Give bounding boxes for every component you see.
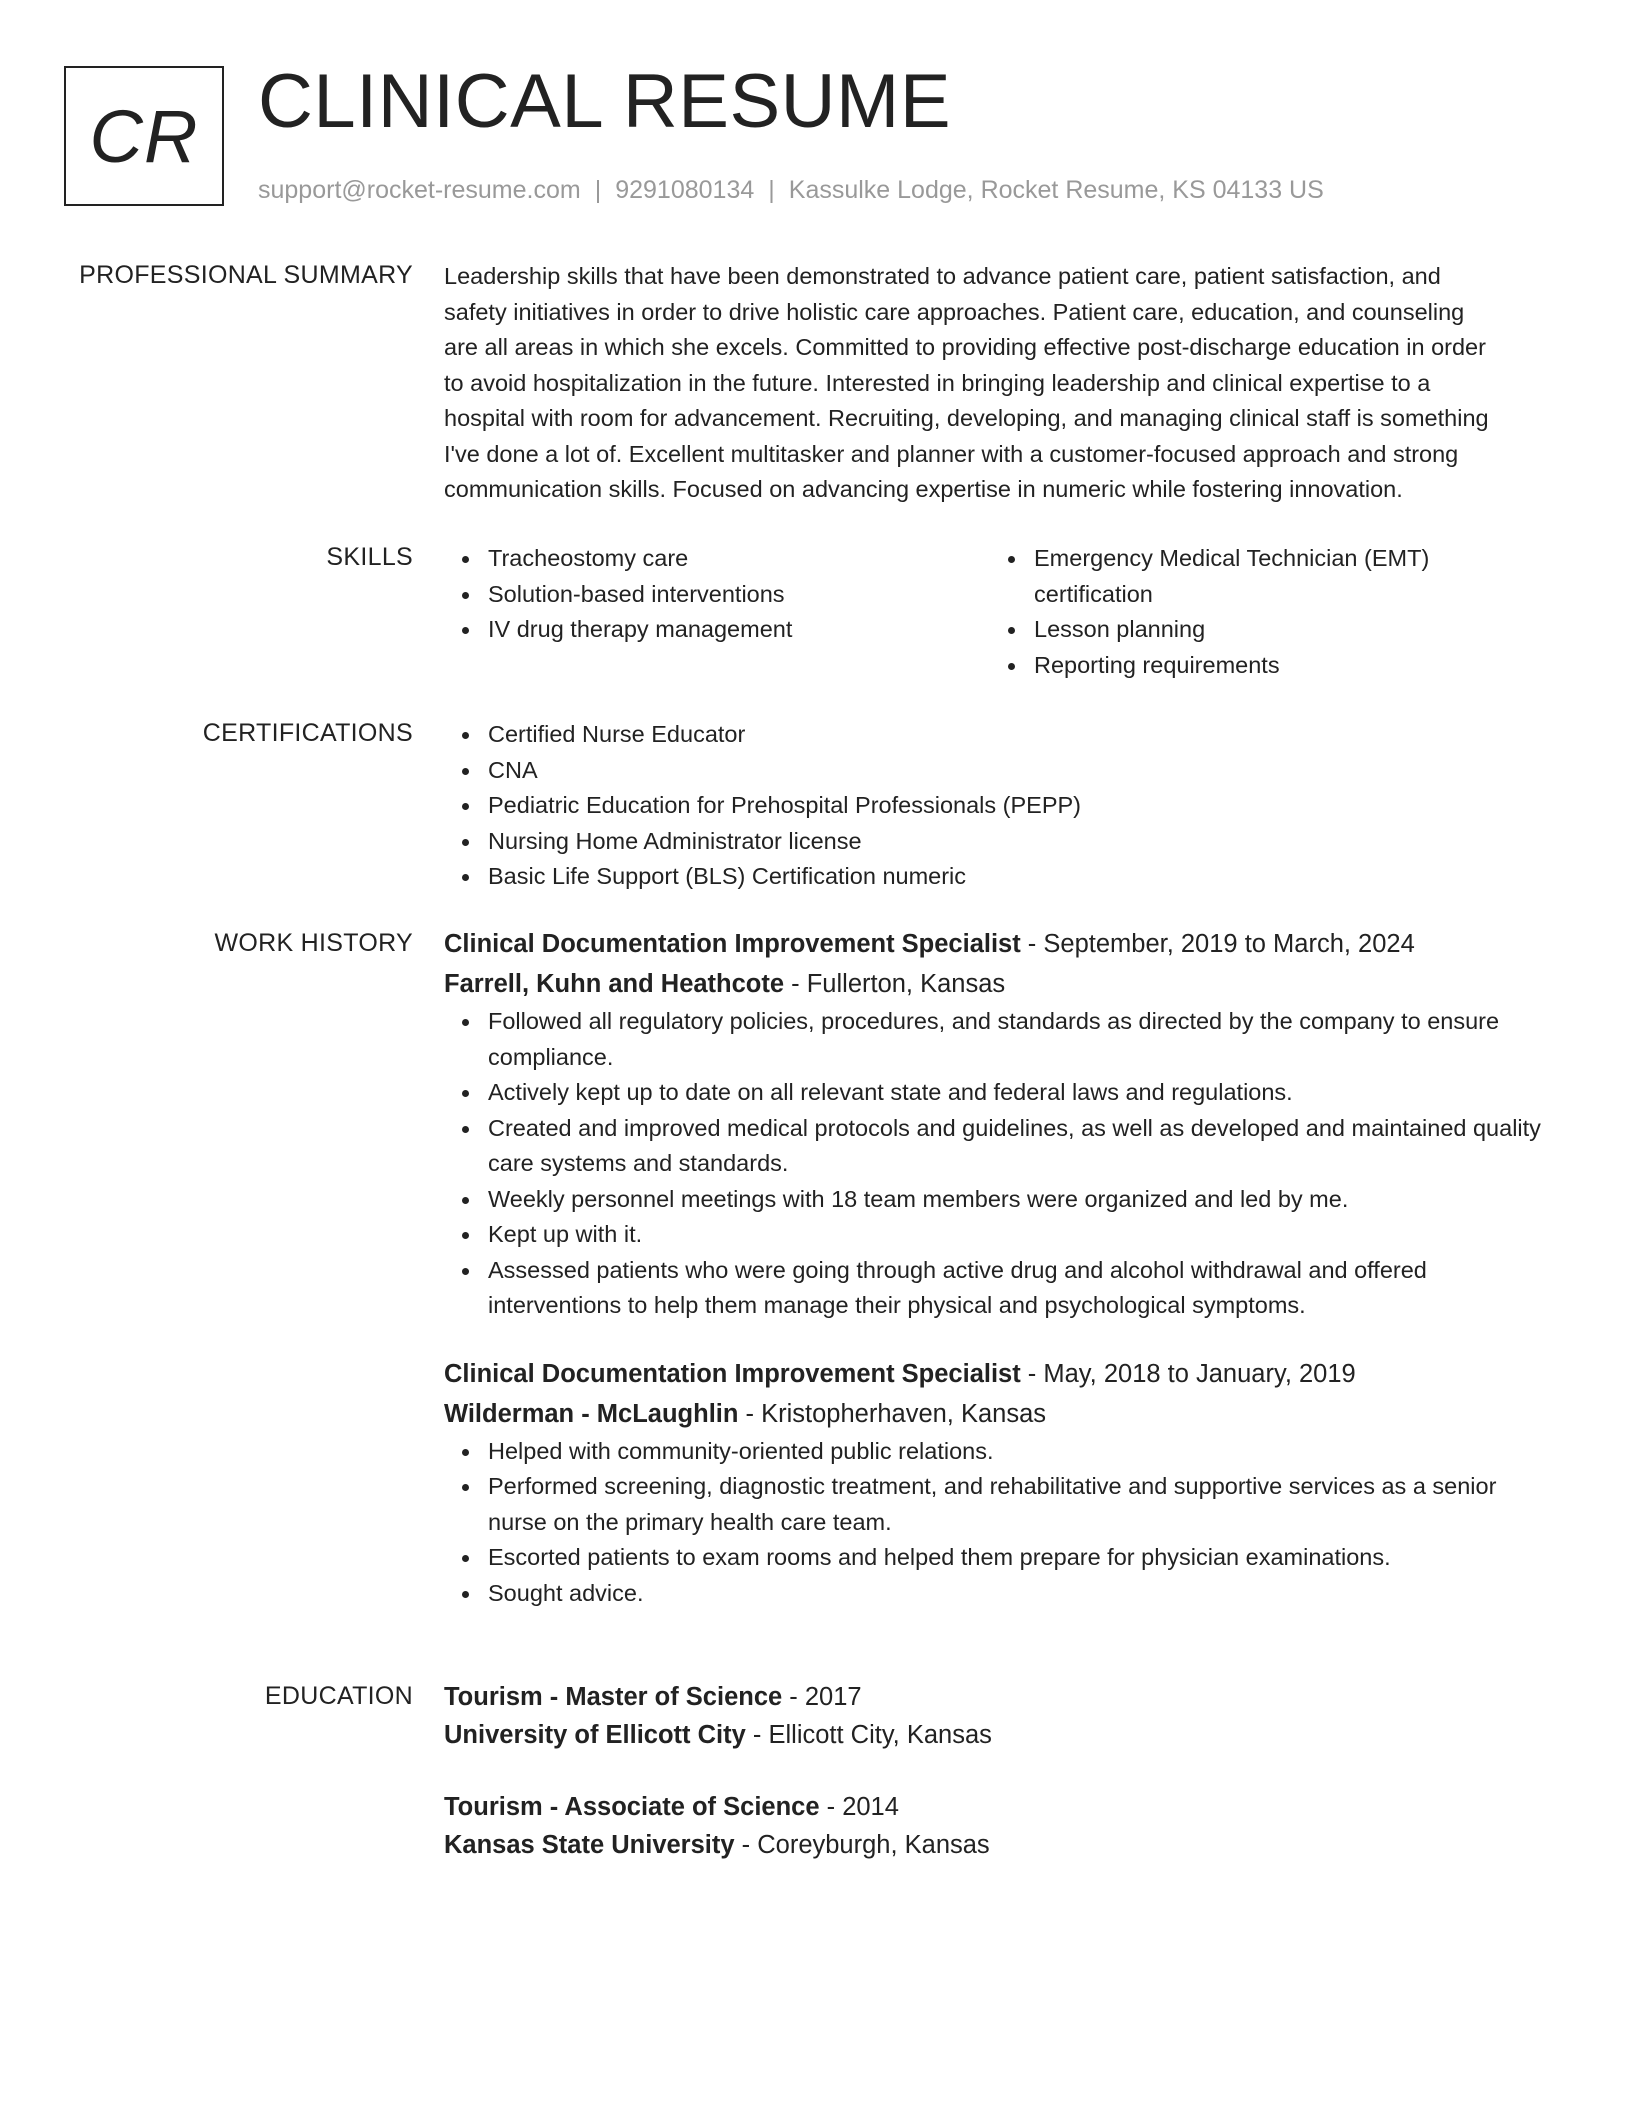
job-dates: - May, 2018 to January, 2019 [1020, 1359, 1356, 1388]
job-duty: Escorted patients to exam rooms and helped them prepare for physician examinations. [444, 1540, 1556, 1576]
bullet-dot [462, 1090, 469, 1097]
job-location: - Kristopherhaven, Kansas [738, 1399, 1047, 1428]
job-duties [444, 1434, 1556, 1612]
job-duty: Actively kept up to date on all relevant state and federal laws and regulations. [444, 1075, 1556, 1111]
section-label-skills: SKILLS [326, 543, 413, 571]
contact-address: Kassulke Lodge, Rocket Resume, KS 04133 US [788, 176, 1324, 204]
job-title: Clinical Documentation Improvement Specialist [444, 930, 1021, 958]
job-duty: Assessed patients who were going through active drug and alcohol withdrawal and offered interventions to help them manage their physical and psychological symptoms. [444, 1253, 1556, 1324]
education-location: - Coreyburgh, Kansas [734, 1831, 990, 1859]
bullet-dot [462, 1591, 469, 1598]
bullet-dot [462, 1484, 469, 1491]
section-label-certifications: CERTIFICATIONS [202, 719, 413, 747]
summary-line: are all areas in which she excels. Committed to providing effective post-discharge education in order [444, 334, 1486, 360]
bullet-dot [462, 839, 469, 846]
bullet-dot [462, 874, 469, 881]
job-duty: Weekly personnel meetings with 18 team members were organized and led by me. [444, 1182, 1556, 1218]
contact-line [258, 174, 1324, 206]
education-year: - 2014 [819, 1793, 899, 1821]
bullet-dot [462, 1555, 469, 1562]
work-history-list [444, 924, 1556, 1611]
education-degree-line [444, 1787, 1556, 1827]
skill-item: Reporting requirements [990, 648, 1536, 684]
education-entry [444, 1787, 1556, 1865]
skill-item: Solution-based interventions [444, 577, 990, 613]
job-duty: Created and improved medical protocols and guidelines, as well as developed and maintained quality care systems and standards. [444, 1111, 1556, 1182]
education-entry [444, 1677, 1556, 1755]
bullet-dot [462, 1268, 469, 1275]
resume-title: CLINICAL RESUME [258, 59, 952, 144]
bullet-dot [1008, 556, 1015, 563]
job-location: - Fullerton, Kansas [784, 970, 1006, 998]
certification-item: Certified Nurse Educator [444, 717, 1556, 753]
certification-item: Pediatric Education for Prehospital Professionals (PEPP) [444, 788, 1556, 824]
job-employer-line [444, 964, 1556, 1004]
education-degree-line [444, 1677, 1556, 1717]
bullet-dot [462, 556, 469, 563]
section-label-summary: PROFESSIONAL SUMMARY [79, 261, 413, 289]
job-entry [444, 1354, 1556, 1612]
job-title-line [444, 1354, 1556, 1394]
skills-column-left [444, 541, 990, 683]
education-school-line [444, 1825, 1556, 1865]
job-title: Clinical Documentation Improvement Specialist [444, 1359, 1021, 1388]
contact-email[interactable]: support@rocket-resume.com [258, 176, 581, 204]
job-dates: - September, 2019 to March, 2024 [1020, 930, 1415, 958]
summary-text [444, 259, 1556, 508]
certification-item: CNA [444, 753, 1556, 789]
skill-item: Tracheostomy care [444, 541, 990, 577]
job-entry [444, 924, 1556, 1324]
job-employer: Wilderman - McLaughlin [444, 1399, 739, 1428]
job-duty: Performed screening, diagnostic treatment, and rehabilitative and supportive services as a senior nurse on the primary health care team. [444, 1469, 1556, 1540]
skill-item: IV drug therapy management [444, 612, 990, 648]
bullet-dot [462, 627, 469, 634]
contact-separator: | [594, 176, 602, 204]
bullet-dot [462, 592, 469, 599]
certifications-list [444, 717, 1556, 895]
education-location: - Ellicott City, Kansas [745, 1721, 992, 1749]
skills-column-right [990, 541, 1536, 683]
job-duty: Kept up with it. [444, 1217, 1556, 1253]
bullet-dot [462, 1019, 469, 1026]
bullet-dot [462, 803, 469, 810]
monogram-text: CR [89, 94, 199, 178]
section-label-work-history: WORK HISTORY [214, 929, 413, 957]
summary-line: hospital with room for advancement. Recruiting, developing, and managing clinical staff is something [444, 405, 1489, 431]
education-school: University of Ellicott City [444, 1721, 746, 1749]
summary-line: communication skills. Focused on advancing expertise in numeric while fostering innovation. [444, 476, 1403, 502]
job-duties [444, 1004, 1556, 1324]
bullet-dot [462, 1126, 469, 1133]
monogram-badge [64, 66, 224, 206]
skill-item: Lesson planning [990, 612, 1536, 648]
summary-line: to avoid hospitalization in the future. Interested in bringing leadership and clinical expertise to a [444, 369, 1431, 396]
skill-item: Emergency Medical Technician (EMT) certification [990, 541, 1536, 612]
section-label-education: EDUCATION [264, 1682, 413, 1710]
summary-line: Leadership skills that have been demonstrated to advance patient care, patient satisfaction, and [444, 263, 1441, 289]
education-degree: Tourism - Associate of Science [444, 1793, 820, 1821]
education-school-line [444, 1715, 1556, 1755]
job-duty: Sought advice. [444, 1576, 1556, 1612]
bullet-dot [462, 768, 469, 775]
education-degree: Tourism - Master of Science [444, 1683, 783, 1711]
bullet-dot [462, 1232, 469, 1239]
summary-line: I've done a lot of. Excellent multitasker and planner with a customer-focused approach and strong [444, 440, 1459, 467]
certification-item: Basic Life Support (BLS) Certification numeric [444, 859, 1556, 895]
certification-item: Nursing Home Administrator license [444, 824, 1556, 860]
bullet-dot [462, 732, 469, 739]
bullet-dot [462, 1449, 469, 1456]
contact-separator: | [768, 176, 775, 204]
summary-line: safety initiatives in order to drive holistic care approaches. Patient care, education, and counseling [444, 298, 1465, 325]
education-school: Kansas State University [444, 1831, 735, 1859]
contact-phone[interactable]: 9291080134 [615, 176, 755, 204]
education-year: - 2017 [782, 1683, 862, 1711]
bullet-dot [1008, 663, 1015, 670]
job-employer-line [444, 1394, 1556, 1434]
job-duty: Followed all regulatory policies, procedures, and standards as directed by the company to ensure compliance. [444, 1004, 1556, 1075]
bullet-dot [1008, 627, 1015, 634]
education-list [444, 1677, 1556, 1865]
bullet-dot [462, 1197, 469, 1204]
skills-list [444, 541, 1556, 683]
job-title-line [444, 924, 1556, 964]
job-employer: Farrell, Kuhn and Heathcote [444, 970, 785, 998]
job-duty: Helped with community-oriented public relations. [444, 1434, 1556, 1470]
